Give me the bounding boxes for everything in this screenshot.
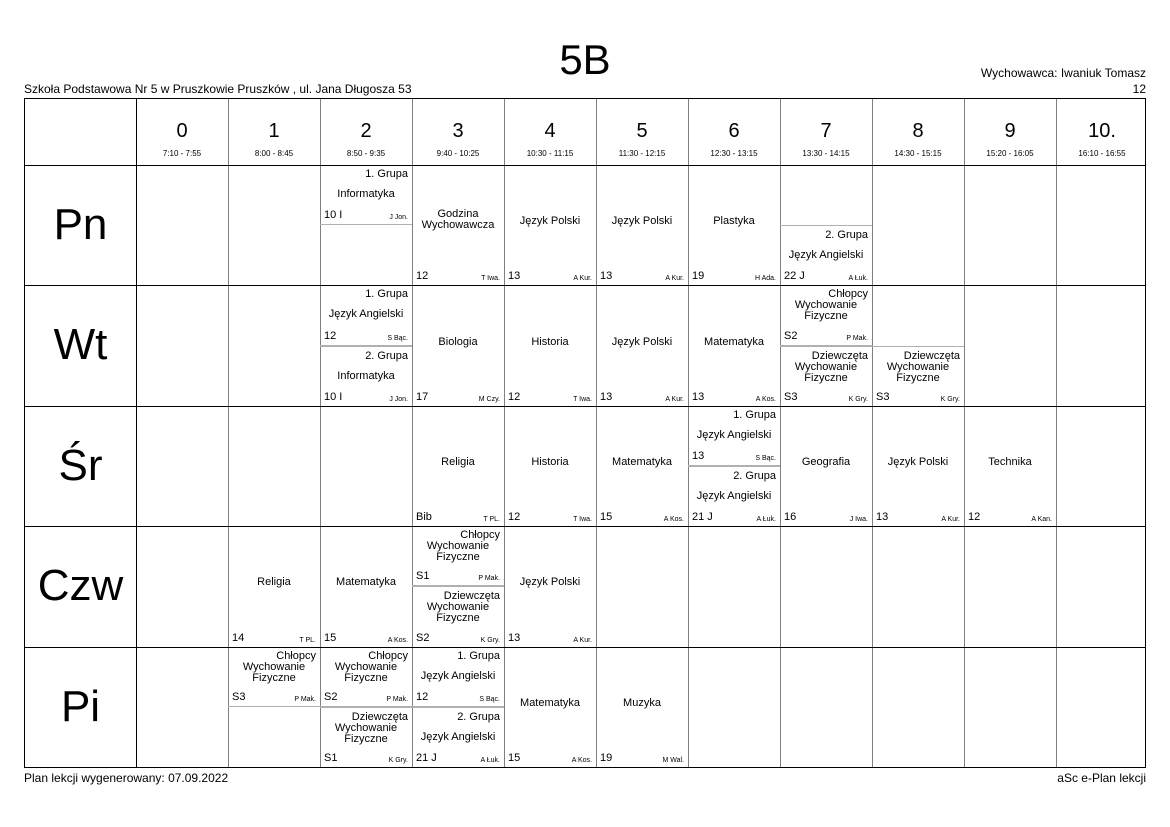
lesson-teacher: A Kos. xyxy=(571,756,592,764)
period-header xyxy=(780,99,872,165)
lesson-teacher: A Kos. xyxy=(755,395,776,403)
lesson-room: 19 xyxy=(692,270,705,283)
lesson-teacher: K Gry. xyxy=(848,395,868,403)
lesson-room: 13 xyxy=(692,390,705,403)
lesson-subject: Wychowanie Fizyczne xyxy=(334,660,398,684)
generated-date: Plan lekcji wygenerowany: 07.09.2022 xyxy=(24,771,229,785)
lesson-teacher: A Kur. xyxy=(573,636,592,644)
lesson-teacher: A Łuk. xyxy=(848,275,868,283)
lesson-subject: Wychowanie Fizyczne xyxy=(334,721,398,745)
lesson-group: 1. Grupa xyxy=(365,168,408,180)
lesson-cell xyxy=(412,285,504,405)
lesson-subject: Matematyka xyxy=(704,335,764,348)
lesson-cell xyxy=(412,586,504,646)
lesson-teacher: H Ada. xyxy=(754,275,776,283)
lesson-room: S1 xyxy=(324,751,338,764)
lesson-subject: Język Angielski xyxy=(328,308,404,321)
lesson-subject: Religia xyxy=(441,455,475,468)
lesson-room: 10 I xyxy=(324,390,343,403)
lesson-room: 12 xyxy=(508,511,521,524)
lesson-subject: Technika xyxy=(988,455,1032,468)
app-name: aSc e-Plan lekcji xyxy=(1057,771,1146,785)
lesson-cell xyxy=(780,346,872,406)
lesson-room: 12 xyxy=(416,690,429,703)
lesson-cell xyxy=(412,406,504,526)
lesson-cell xyxy=(596,406,688,526)
lesson-teacher: M Wal. xyxy=(662,756,684,764)
lesson-teacher: A Łuk. xyxy=(480,756,500,764)
lesson-subject: Język Angielski xyxy=(788,249,864,262)
lesson-subject: Język Angielski xyxy=(696,428,772,441)
lesson-room: 13 xyxy=(508,270,521,283)
lesson-cell xyxy=(320,165,412,225)
lesson-room: 12 xyxy=(968,511,981,524)
lesson-room: 13 xyxy=(600,390,613,403)
lesson-group: Chłopcy xyxy=(460,529,500,542)
lesson-teacher: M Czy. xyxy=(478,395,500,403)
period-header xyxy=(136,99,228,165)
lesson-group: 1. Grupa xyxy=(733,408,776,421)
lesson-room: S2 xyxy=(416,631,430,644)
lesson-group: 2. Grupa xyxy=(733,470,776,482)
lesson-teacher: P Mak. xyxy=(846,334,868,342)
lesson-room: 13 xyxy=(508,631,521,644)
lesson-teacher: S Bąc. xyxy=(479,695,500,703)
lesson-group: 1. Grupa xyxy=(365,288,408,301)
lesson-cell xyxy=(320,647,412,707)
lesson-cell xyxy=(964,406,1056,526)
lesson-subject: Matematyka xyxy=(520,696,580,709)
lesson-subject: Matematyka xyxy=(612,455,672,468)
lesson-teacher: T Iwa. xyxy=(573,516,592,524)
lesson-subject: Język Angielski xyxy=(420,669,496,682)
lesson-room: 12 xyxy=(416,270,429,283)
lesson-cell xyxy=(320,526,412,646)
class-teacher: Wychowawca: Iwaniuk Tomasz xyxy=(980,66,1146,80)
lesson-subject: Informatyka xyxy=(337,369,395,382)
lesson-room: S1 xyxy=(416,570,430,583)
lesson-teacher: T Iwa. xyxy=(481,275,500,283)
lesson-cell xyxy=(412,165,504,285)
lesson-room: 22 J xyxy=(784,270,805,283)
lesson-subject: Wychowanie Fizyczne xyxy=(426,540,490,564)
period-number: 10. xyxy=(1088,120,1116,142)
period-time: 11:30 - 12:15 xyxy=(618,149,666,158)
period-time: 14:30 - 15:15 xyxy=(894,149,942,158)
period-header xyxy=(688,99,780,165)
lesson-room: 15 xyxy=(600,511,613,524)
lesson-cell xyxy=(780,225,872,285)
lesson-teacher: K Gry. xyxy=(940,395,960,403)
lesson-subject: Historia xyxy=(531,335,569,348)
lesson-room: 13 xyxy=(600,270,613,283)
lesson-room: S3 xyxy=(784,390,798,403)
class-title: 5B xyxy=(559,36,611,83)
lesson-group: Dziewczęta xyxy=(811,349,868,362)
period-time: 8:00 - 8:45 xyxy=(254,149,294,158)
lesson-cell xyxy=(504,165,596,285)
lesson-room: S2 xyxy=(324,690,338,703)
lesson-cell xyxy=(688,406,780,466)
lesson-subject: Wychowanie Fizyczne xyxy=(794,299,858,323)
lesson-subject: Język Polski xyxy=(887,455,949,468)
lesson-teacher: J Jon. xyxy=(389,395,408,403)
lesson-teacher: S Bąc. xyxy=(387,334,408,342)
lesson-subject: Język Polski xyxy=(611,335,673,348)
period-number: 0 xyxy=(176,120,188,142)
lesson-cell xyxy=(596,285,688,405)
lesson-teacher: T Iwa. xyxy=(573,395,592,403)
lesson-cell xyxy=(504,406,596,526)
lesson-teacher: A Kur. xyxy=(941,516,960,524)
period-header xyxy=(228,99,320,165)
lesson-cell xyxy=(504,285,596,405)
lesson-cell xyxy=(504,647,596,767)
period-header xyxy=(596,99,688,165)
lesson-room: 21 J xyxy=(692,511,713,524)
lesson-teacher: A Kur. xyxy=(665,275,684,283)
lesson-teacher: P Mak. xyxy=(386,695,408,703)
lesson-teacher: S Bąc. xyxy=(755,454,776,462)
period-number: 5 xyxy=(636,120,648,142)
lesson-room: 10 I xyxy=(324,209,343,222)
period-number: 4 xyxy=(544,120,556,142)
lesson-room: S3 xyxy=(232,690,246,703)
lesson-group: Chłopcy xyxy=(368,649,408,662)
lesson-cell xyxy=(688,466,780,526)
lesson-subject: Wychowanie Fizyczne xyxy=(886,360,950,384)
lesson-room: 19 xyxy=(600,751,613,764)
lesson-teacher: A Kur. xyxy=(573,275,592,283)
period-header xyxy=(1056,99,1148,165)
lesson-teacher: P Mak. xyxy=(478,575,500,583)
period-time: 13:30 - 14:15 xyxy=(802,149,850,158)
day-label: Pi xyxy=(60,681,101,731)
lesson-subject: Wychowanie Fizyczne xyxy=(426,601,490,625)
school-name: Szkoła Podstawowa Nr 5 w Pruszkowie Pruszków , ul. Jana Długosza 53 xyxy=(24,82,412,96)
lesson-subject: Matematyka xyxy=(336,576,396,589)
lesson-group: Dziewczęta xyxy=(351,710,408,723)
lesson-cell xyxy=(228,647,320,707)
lesson-room: Bib xyxy=(416,511,432,524)
lesson-group: 2. Grupa xyxy=(365,349,408,362)
lesson-room: S2 xyxy=(784,329,798,342)
lesson-teacher: P Mak. xyxy=(294,695,316,703)
lesson-group: Dziewczęta xyxy=(443,590,500,603)
period-number: 7 xyxy=(820,120,832,142)
timetable-grid xyxy=(24,98,1146,768)
lesson-teacher: A Kos. xyxy=(387,636,408,644)
lesson-cell xyxy=(412,526,504,586)
lesson-room: 12 xyxy=(324,329,337,342)
period-number: 3 xyxy=(452,120,464,142)
lesson-room: 17 xyxy=(416,390,429,403)
lesson-teacher: J Jon. xyxy=(389,214,408,222)
lesson-cell xyxy=(504,526,596,646)
lesson-room: 16 xyxy=(784,511,797,524)
lesson-teacher: T PL. xyxy=(299,636,316,644)
lesson-subject: Język Polski xyxy=(519,215,581,228)
lesson-cell xyxy=(780,285,872,345)
lesson-teacher: J Iwa. xyxy=(849,516,868,524)
lesson-cell xyxy=(228,526,320,646)
day-label: Pn xyxy=(53,200,108,249)
lesson-room: S3 xyxy=(876,390,890,403)
lesson-cell xyxy=(596,165,688,285)
period-header xyxy=(872,99,964,165)
lesson-subject: Religia xyxy=(257,576,291,589)
lesson-room: 13 xyxy=(692,449,705,462)
period-number: 2 xyxy=(360,120,372,142)
period-time: 7:10 - 7:55 xyxy=(162,149,202,158)
lesson-subject: Historia xyxy=(531,455,569,468)
period-time: 9:40 - 10:25 xyxy=(436,149,480,158)
period-number: 6 xyxy=(728,120,740,142)
period-header xyxy=(412,99,504,165)
lesson-cell xyxy=(872,406,964,526)
lesson-subject: Wychowanie Fizyczne xyxy=(794,360,858,384)
lesson-cell xyxy=(688,165,780,285)
lesson-cell xyxy=(320,346,412,406)
day-label: Śr xyxy=(58,440,103,490)
period-time: 12:30 - 13:15 xyxy=(710,149,758,158)
period-time: 16:10 - 16:55 xyxy=(1078,149,1126,158)
lesson-subject: Wychowanie Fizyczne xyxy=(242,660,306,684)
period-number: 9 xyxy=(1004,120,1016,142)
lesson-room: 21 J xyxy=(416,751,437,764)
lesson-group: Chłopcy xyxy=(828,288,868,301)
lesson-teacher: A Kan. xyxy=(1031,516,1052,524)
lesson-cell xyxy=(412,647,504,707)
period-time: 10:30 - 11:15 xyxy=(526,149,574,158)
lesson-subject: Godzina Wychowawcza xyxy=(421,208,495,232)
lesson-subject: Język Polski xyxy=(519,576,581,589)
lesson-subject: Plastyka xyxy=(713,215,755,228)
lesson-room: 14 xyxy=(232,631,245,644)
home-room: 12 xyxy=(1132,82,1146,96)
lesson-teacher: K Gry. xyxy=(388,756,408,764)
lesson-group: Chłopcy xyxy=(276,649,316,662)
lesson-group: Dziewczęta xyxy=(903,349,960,362)
lesson-teacher: A Łuk. xyxy=(756,516,776,524)
lesson-group: 2. Grupa xyxy=(825,229,868,242)
lesson-room: 12 xyxy=(508,390,521,403)
lesson-group: 2. Grupa xyxy=(457,710,500,723)
period-header xyxy=(504,99,596,165)
lesson-cell xyxy=(596,647,688,767)
lesson-cell xyxy=(688,285,780,405)
day-label: Czw xyxy=(37,561,124,611)
lesson-cell xyxy=(780,406,872,526)
lesson-subject: Język Angielski xyxy=(420,730,496,743)
grid-line xyxy=(1056,99,1057,767)
lesson-teacher: K Gry. xyxy=(480,636,500,644)
lesson-teacher: A Kos. xyxy=(663,516,684,524)
lesson-subject: Biologia xyxy=(438,335,478,348)
period-header xyxy=(320,99,412,165)
lesson-room: 15 xyxy=(508,751,521,764)
lesson-cell xyxy=(872,346,964,406)
lesson-subject: Język Polski xyxy=(611,215,673,228)
lesson-room: 13 xyxy=(876,511,889,524)
lesson-teacher: A Kur. xyxy=(665,395,684,403)
lesson-subject: Język Angielski xyxy=(696,490,772,502)
lesson-group: 1. Grupa xyxy=(457,649,500,662)
lesson-subject: Muzyka xyxy=(623,696,661,709)
lesson-subject: Geografia xyxy=(801,455,851,468)
day-label: Wt xyxy=(53,320,108,370)
lesson-cell xyxy=(412,707,504,767)
lesson-teacher: T PL. xyxy=(483,516,500,524)
period-header xyxy=(964,99,1056,165)
period-number: 1 xyxy=(268,120,280,142)
period-time: 15:20 - 16:05 xyxy=(986,149,1034,158)
period-time: 8:50 - 9:35 xyxy=(346,149,386,158)
lesson-room: 15 xyxy=(324,631,337,644)
grid-line xyxy=(136,99,137,767)
lesson-cell xyxy=(320,285,412,345)
lesson-subject: Informatyka xyxy=(337,188,395,200)
period-number: 8 xyxy=(912,120,924,142)
lesson-cell xyxy=(320,707,412,767)
